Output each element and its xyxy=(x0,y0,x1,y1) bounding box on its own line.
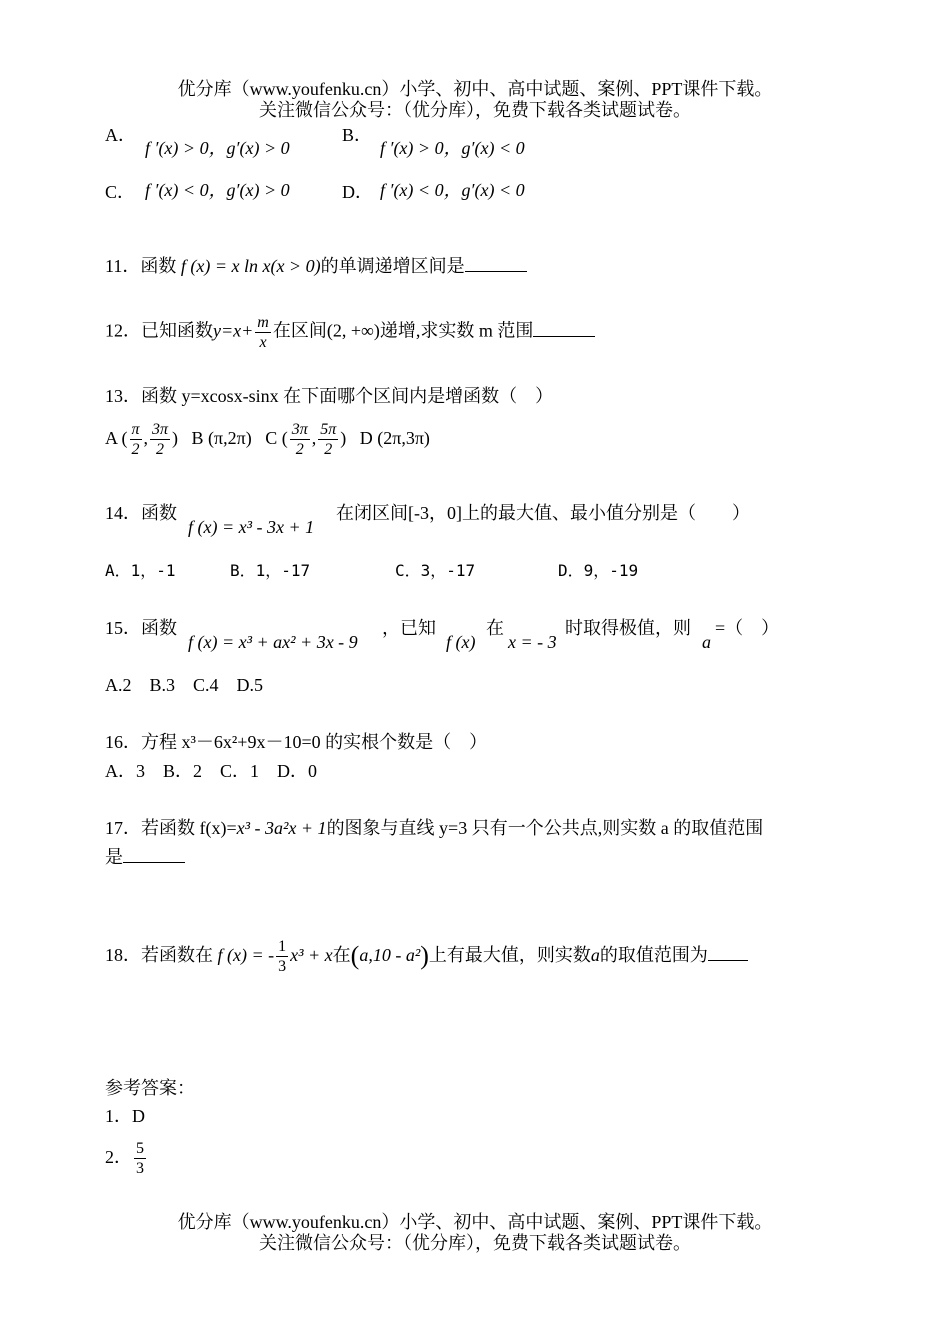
q12-answer-blank xyxy=(533,320,595,337)
q18-frac-num: 1 xyxy=(278,938,287,956)
answer-1-number: 1． xyxy=(105,1106,132,1126)
question-13 xyxy=(105,385,553,407)
q15-text-c: 在 xyxy=(486,618,504,638)
answer-1-value: D xyxy=(132,1106,145,1126)
header-line-1: 优分库（www.youfenku.cn）小学、初中、高中试题、案例、PPT课件下载。 xyxy=(177,79,773,99)
q15-text-b: ，已知 xyxy=(382,618,436,638)
question-18: 18．若函数在 f (x) = - $\frac{1}{3}$ x³ + x在(a,10 - a²)上有最大值，则实数a的取值范围为 xyxy=(105,933,748,978)
q17-number: 17． xyxy=(105,818,141,838)
q18-expr-a: f (x) = - xyxy=(217,945,275,965)
q17-text-a: 若函数 f(x)= xyxy=(141,818,237,838)
question-16 xyxy=(105,731,487,753)
q13-options: A ( $\frac{\pi}{2}$ , $\frac{3\pi}{2}$ ) B (π,2π) C ( $\frac{3\pi}{2}$ , $\frac{5\pi}{2}$ ) D (2π,3π) xyxy=(105,421,430,459)
q18-expr-b: x³ + x xyxy=(290,945,333,965)
q18-text-d: 的取值范围为 xyxy=(599,945,708,965)
q12-expr: y=x+ xyxy=(213,320,254,341)
q14-number-line xyxy=(105,502,177,524)
q12-number: 12． xyxy=(105,320,141,341)
q13-a-n2: 3π xyxy=(152,421,169,439)
q13-text: 函数 y=xcosx-sinx 在下面哪个区间内是增函数（ ） xyxy=(141,386,554,406)
answer-2 xyxy=(105,1133,148,1181)
answer-2-frac-den: 3 xyxy=(136,1160,144,1178)
q18-fraction xyxy=(276,937,288,976)
q13-c-n1: 3π xyxy=(291,421,308,439)
q11-text-b: 的单调递增区间是 xyxy=(320,256,465,276)
q13-a-d1: 2 xyxy=(131,441,140,459)
answer-2-frac-num: 5 xyxy=(136,1140,144,1158)
q10-b-label: B． xyxy=(342,125,373,145)
q15-text-e: =（ ） xyxy=(715,618,780,638)
q10-d-expr: f ′(x) < 0，g′(x) < 0 xyxy=(380,180,525,200)
q18-var: a xyxy=(590,945,600,965)
header-line-2: 关注微信公众号：（优分库），免费下载各类试题试卷。 xyxy=(259,100,691,120)
q18-text-a: 若函数在 xyxy=(141,945,213,965)
q13-c-label: C ( xyxy=(265,428,288,448)
footer-line-2: 关注微信公众号：（优分库），免费下载各类试题试卷。 xyxy=(259,1233,691,1253)
q13-a-frac-2 xyxy=(150,420,170,459)
answer-2-number: 2． xyxy=(105,1147,132,1167)
q18-number: 18． xyxy=(105,945,141,965)
q12-text-b: 在区间 xyxy=(272,320,327,341)
q17-answer-blank xyxy=(123,846,185,863)
q15-number-line xyxy=(105,617,177,639)
q15-expr-1: f (x) = x³ + ax² + 3x - 9 xyxy=(188,632,358,652)
q10-a-expr: f ′(x) > 0，g′(x) > 0 xyxy=(145,138,290,158)
q18-answer-blank xyxy=(708,944,748,961)
q14-number: 14． xyxy=(105,503,141,523)
question-11 xyxy=(105,255,527,277)
q13-b-text: B (π,2π) xyxy=(191,428,252,448)
q13-a-label: A ( xyxy=(105,428,128,448)
q13-a-frac-1 xyxy=(130,420,142,459)
q15-text-a: 函数 xyxy=(141,618,177,638)
q14-option-b: B．1，-17 xyxy=(230,561,311,580)
q13-a-n1: π xyxy=(131,421,140,439)
footer-line-1: 优分库（www.youfenku.cn）小学、初中、高中试题、案例、PPT课件下载。 xyxy=(177,1212,773,1232)
q15-text-d: 时取得极值，则 xyxy=(565,618,691,638)
q14-text-a: 函数 xyxy=(141,503,177,523)
q11-answer-blank xyxy=(465,255,527,272)
q13-c-d1: 2 xyxy=(295,441,304,459)
q18-text-b: 在 xyxy=(332,945,351,965)
answer-2-fraction xyxy=(134,1139,146,1178)
q13-c-d2: 2 xyxy=(324,441,333,459)
q10-d-label: D． xyxy=(342,182,373,202)
q17-line-2 xyxy=(105,846,185,868)
q12-text-c: 递增,求实数 m 范围 xyxy=(379,320,534,341)
q16-number: 16． xyxy=(105,732,141,752)
q13-a-d2: 2 xyxy=(156,441,165,459)
q13-c-frac-2 xyxy=(318,420,338,459)
q16-options: A．3 B．2 C．1 D．0 xyxy=(105,761,318,781)
q10-b-expr: f ′(x) > 0，g′(x) < 0 xyxy=(380,138,525,158)
q15-expr-2: f (x) xyxy=(446,632,476,652)
q11-number: 11． xyxy=(105,256,141,276)
q18-interval: a,10 - a² xyxy=(359,945,421,965)
q18-text-c: 上有最大值，则实数 xyxy=(428,945,591,965)
q10-a-label: A． xyxy=(105,125,136,145)
question-17 xyxy=(105,817,763,839)
q12-text-a: 已知函数 xyxy=(141,320,213,341)
answer-1 xyxy=(105,1105,145,1127)
q10-c-expr: f ′(x) < 0，g′(x) > 0 xyxy=(145,180,290,200)
q12-frac-den: x xyxy=(259,334,267,351)
q13-d-text: D (2π,3π) xyxy=(359,428,430,448)
q17-text-c: 是 xyxy=(105,847,123,867)
q14-expr: f (x) = x³ - 3x + 1 xyxy=(188,517,315,537)
q14-option-d: D．9，-19 xyxy=(558,561,639,580)
q11-text-a: 函数 xyxy=(140,256,177,276)
q18-frac-den: 3 xyxy=(278,958,287,976)
q13-c-n2: 5π xyxy=(320,421,337,439)
q14-text-b: 在闭区间[-3，0]上的最大值、最小值分别是（ ） xyxy=(336,503,750,523)
q16-text: 方程 x³－6x²+9x－10=0 的实根个数是（ ） xyxy=(141,732,488,752)
q17-text-b: 的图象与直线 y=3 只有一个公共点,则实数 a 的取值范围 xyxy=(326,818,764,838)
q13-c-frac-1 xyxy=(290,420,310,459)
q11-expr: f (x) = x ln x(x > 0) xyxy=(180,256,321,276)
q15-number: 15． xyxy=(105,618,141,638)
q15-options: A.2 B.3 C.4 D.5 xyxy=(105,675,264,695)
answers-title: 参考答案： xyxy=(105,1078,195,1098)
q12-fraction xyxy=(255,313,271,352)
q13-number: 13． xyxy=(105,386,141,406)
q14-option-a: A．1，-1 xyxy=(105,561,176,580)
question-12 xyxy=(105,313,595,352)
q10-c-label: C． xyxy=(105,182,136,202)
q12-interval: (2, +∞) xyxy=(326,320,380,341)
q14-option-c: C．3，-17 xyxy=(395,561,476,580)
q12-frac-num: m xyxy=(257,314,269,331)
q15-expr-3: x = - 3 xyxy=(508,632,557,652)
q15-expr-4: a xyxy=(702,632,711,652)
q17-expr: x³ - 3a²x + 1 xyxy=(236,818,327,838)
